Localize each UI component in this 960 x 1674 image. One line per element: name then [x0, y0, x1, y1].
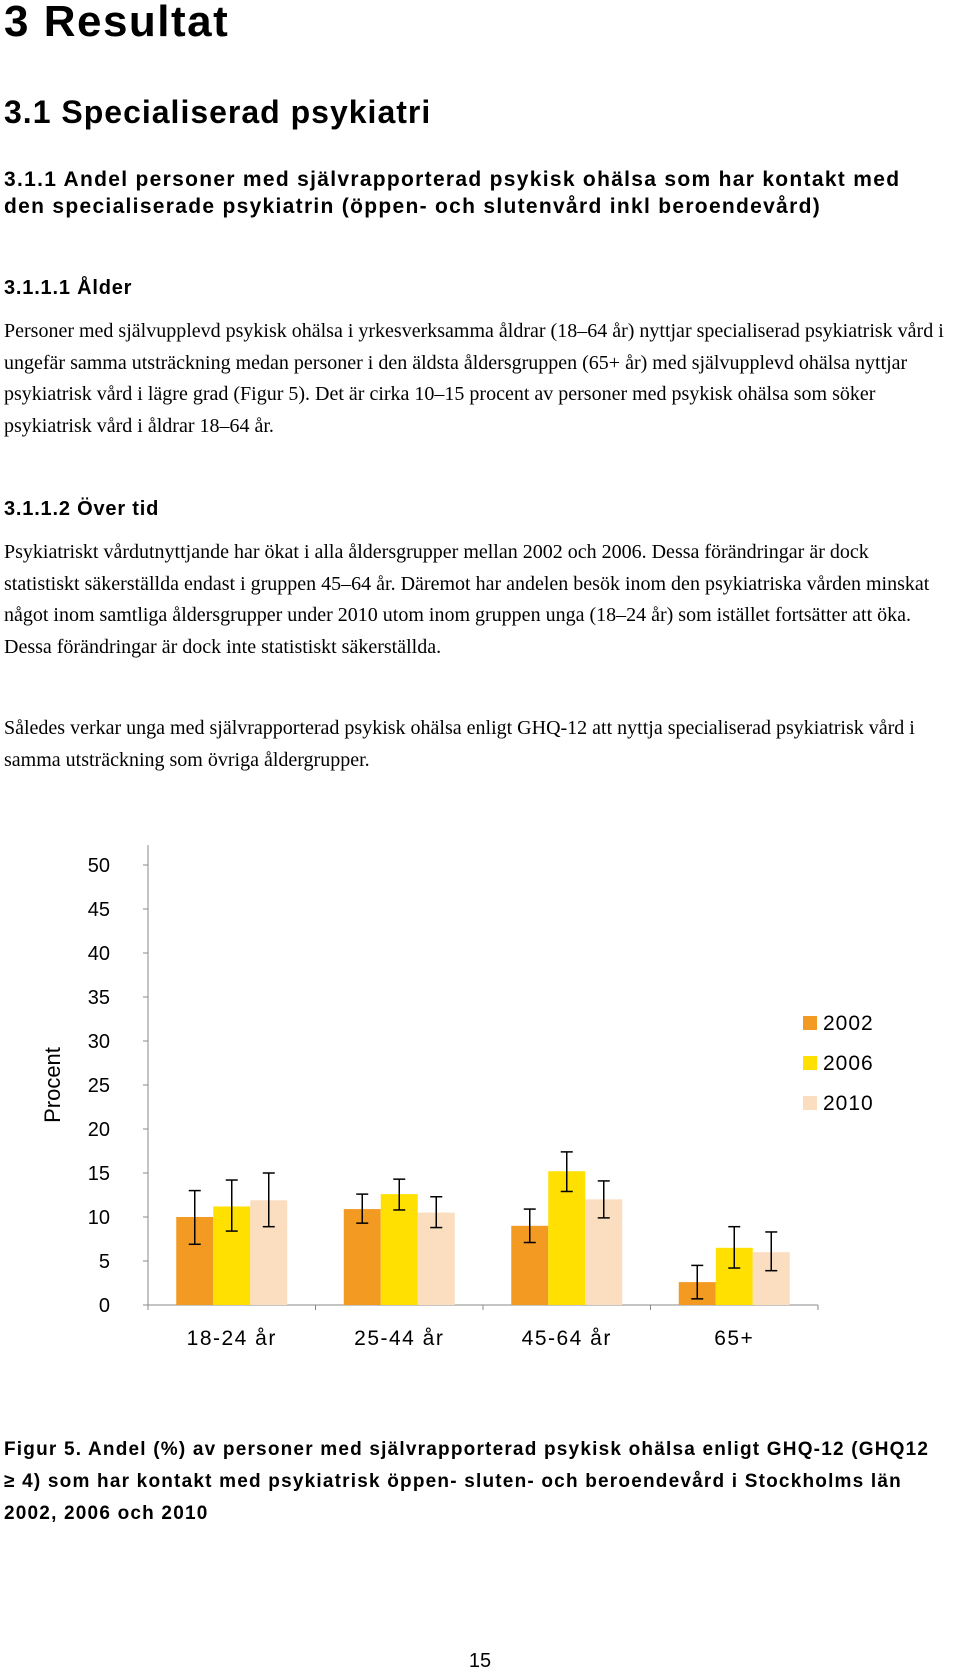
paragraph-conclusion: Således verkar unga med självrapporterad psykisk ohälsa enligt GHQ-12 att nyttja specialiserad psykiatrisk vård i samma utsträckning som övriga åldergrupper. — [4, 717, 915, 771]
legend-label: 2006 — [823, 1052, 874, 1075]
y-tick-label: 20 — [87, 1119, 110, 1141]
legend-label: 2002 — [823, 1012, 874, 1035]
x-tick-label: 25-44 år — [354, 1327, 445, 1350]
paragraph-time: Psykiatriskt vårdutnyttjande har ökat i alla åldersgrupper mellan 2002 och 2006. Dessa förändringar är dock statistiskt säkerställda endast i gruppen 45–64 år. Däremot har andelen besök inom den psykiatriska vården minskat något inom samtliga åldersgrupper under 2010 utom inom gruppen unga (18–24 år) som istället fortsätter att öka. Dessa förändringar är dock inte statistiskt säkerställda. — [4, 541, 930, 658]
paragraph-age: Personer med självupplevd psykisk ohälsa i yrkesverksamma åldrar (18–64 år) nyttjar specialiserad psykiatrisk vård i ungefär samma utsträckning medan personer i den äldsta åldersgruppen (65+ år) med självupplevd ohälsa nyttjar psykiatrisk vård i lägre grad (Figur 5). Det är cirka 10–15 procent av personer med psykisk ohälsa som söker psykiatrisk vård i åldrar 18–64 år. — [4, 320, 944, 437]
y-tick-label: 35 — [87, 987, 110, 1009]
x-tick-label: 65+ — [714, 1327, 755, 1350]
bar-2006-2 — [381, 1194, 418, 1305]
y-tick-label: 10 — [87, 1207, 110, 1229]
x-tick-label: 45-64 år — [521, 1327, 612, 1350]
y-tick-label: 25 — [87, 1075, 110, 1097]
y-tick-label: 45 — [87, 899, 110, 921]
legend-label: 2010 — [823, 1092, 874, 1115]
x-tick-label: 18-24 år — [186, 1327, 277, 1350]
legend-swatch-2010 — [803, 1096, 817, 1110]
legend-swatch-2006 — [803, 1056, 817, 1070]
subsubsection-heading-time: 3.1.1.2 Över tid — [4, 498, 160, 520]
bar-chart — [0, 840, 960, 1400]
subsection-heading: 3.1.1 Andel personer med självrapporterad psykisk ohälsa som har kontakt med den specialiserade psykiatrin (öppen- och slutenvård inkl beroendevård) — [4, 168, 901, 218]
page-number: 15 — [468, 1650, 492, 1672]
y-tick-label: 50 — [87, 855, 110, 877]
section-heading: 3.1 Specialiserad psykiatri — [4, 94, 432, 130]
y-tick-label: 30 — [87, 1031, 110, 1053]
y-tick-label: 5 — [98, 1251, 110, 1273]
subsubsection-heading-age: 3.1.1.1 Ålder — [4, 277, 133, 299]
figure-caption: Figur 5. Andel (%) av personer med självrapporterad psykisk ohälsa enligt GHQ-12 (GHQ12 ≥ 4) som har kontakt med psykiatrisk öppen- sluten- och beroendevård i Stockholms län 2002, 2006 och 2010 — [4, 1439, 930, 1524]
y-axis-title: Procent — [40, 1047, 65, 1123]
y-tick-label: 15 — [87, 1163, 110, 1185]
y-tick-label: 0 — [98, 1295, 110, 1317]
page-title: 3 Resultat — [4, 0, 230, 46]
y-tick-label: 40 — [87, 943, 110, 965]
legend-swatch-2002 — [803, 1016, 817, 1030]
